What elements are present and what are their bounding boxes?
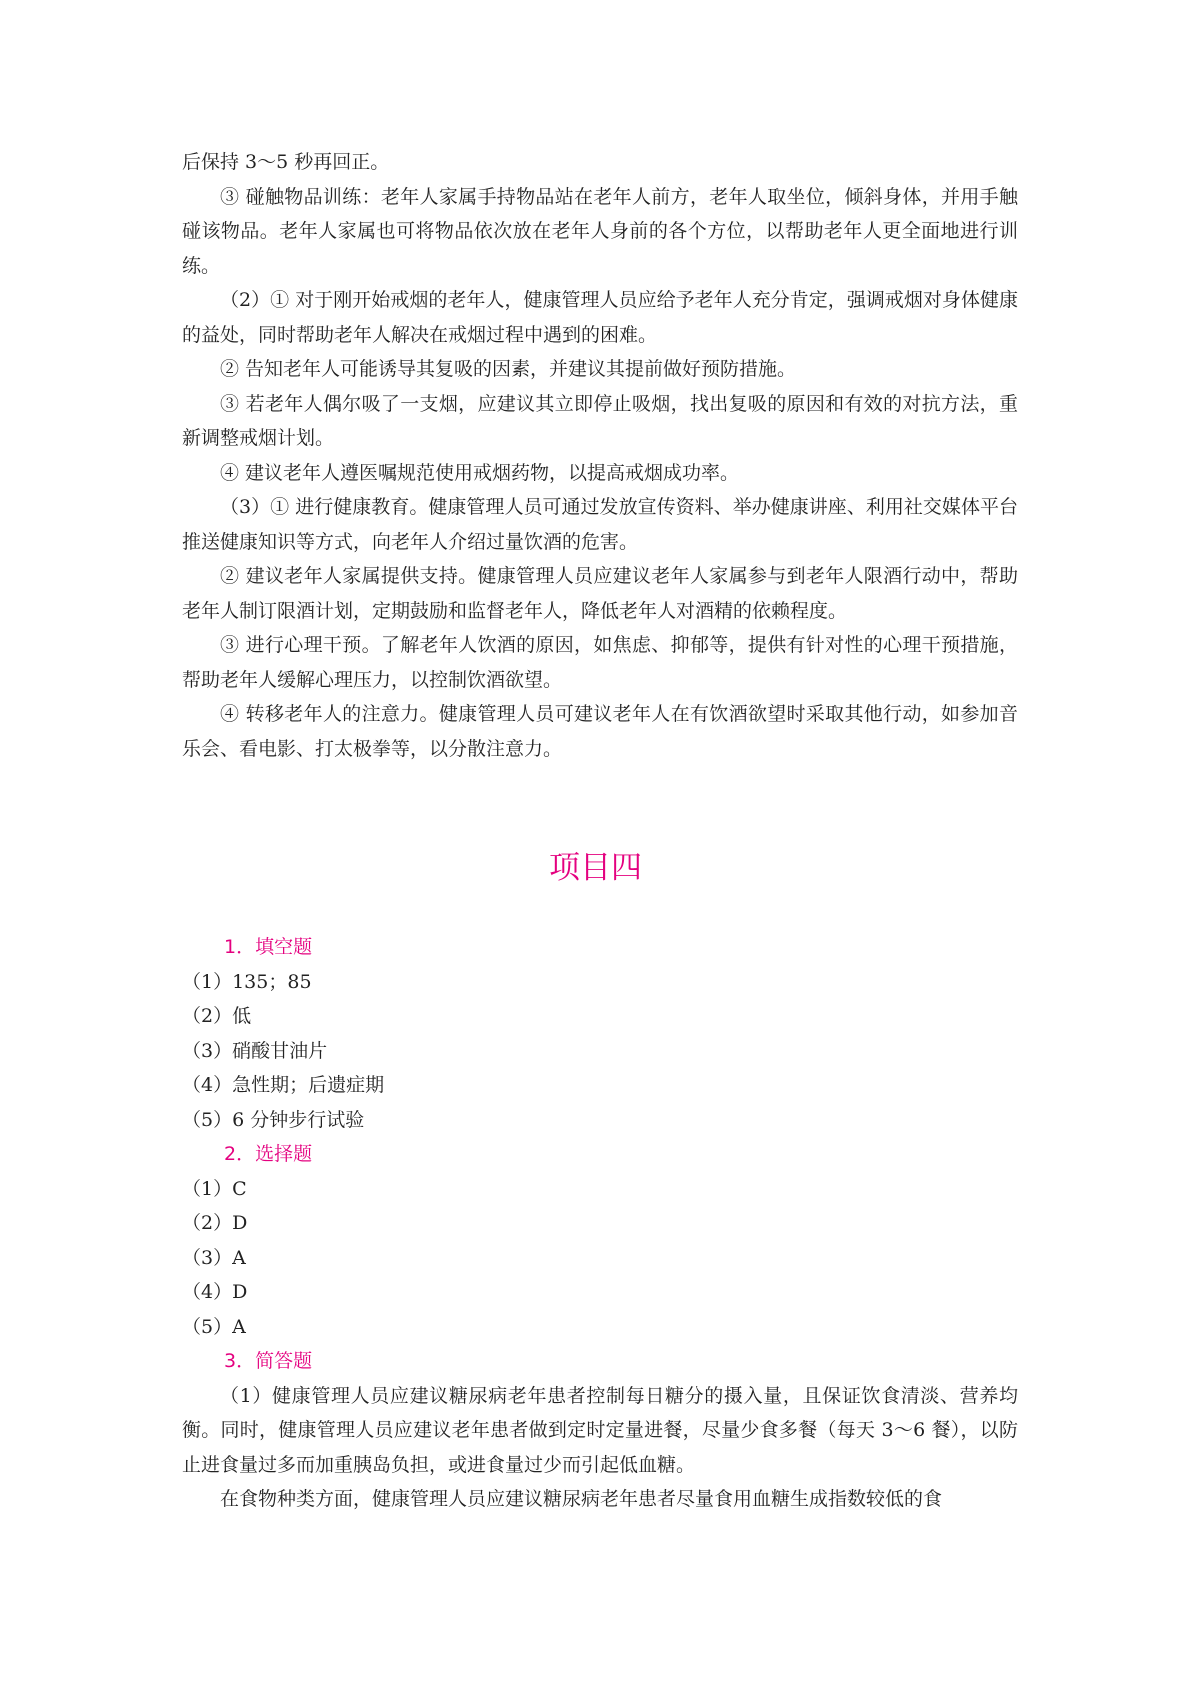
- paragraph: ④ 转移老年人的注意力。健康管理人员可建议老年人在有饮酒欲望时采取其他行动，如参加音乐会、看电影、打太极拳等，以分散注意力。: [182, 703, 1018, 760]
- answers-block: [182, 930, 1018, 1517]
- paragraph: （2）① 对于刚开始戒烟的老年人，健康管理人员应给予老年人充分肯定，强调戒烟对身体健康的益处，同时帮助老年人解决在戒烟过程中遇到的困难。: [182, 289, 1018, 346]
- paragraph: 后保持 3～5 秒再回正。: [182, 151, 390, 173]
- paragraph: ④ 建议老年人遵医嘱规范使用戒烟药物，以提高戒烟成功率。: [220, 461, 740, 484]
- answer-item: （5）A: [182, 1315, 246, 1338]
- answer-item: （5）6 分钟步行试验: [182, 1108, 365, 1131]
- paragraph: ③ 碰触物品训练：老年人家属手持物品站在老年人前方，老年人取坐位，倾斜身体，并用手触碰该物品。老年人家属也可将物品依次放在老年人身前的各个方位，以帮助老年人更全面地进行训练。: [182, 185, 1018, 277]
- paragraph: ② 告知老年人可能诱导其复吸的因素，并建议其提前做好预防措施。: [220, 358, 797, 380]
- paragraph: ③ 进行心理干预。了解老年人饮酒的原因，如焦虑、抑郁等，提供有针对性的心理干预措施，帮助老年人缓解心理压力，以控制饮酒欲望。: [182, 634, 1018, 691]
- paragraph: （1）健康管理人员应建议糖尿病老年患者控制每日糖分的摄入量，且保证饮食清淡、营养均衡。同时，健康管理人员应建议老年患者做到定时定量进餐，尽量少食多餐（每天 3～6 餐），以防止进食量过多而加重胰岛负担，或进食量过少而引起低血糖。: [182, 1384, 1018, 1476]
- answer-item: （3）A: [182, 1246, 246, 1269]
- paragraph: （3）① 进行健康教育。健康管理人员可通过发放宣传资料、举办健康讲座、利用社交媒体平台推送健康知识等方式，向老年人介绍过量饮酒的危害。: [182, 496, 1018, 553]
- answer-item: （4）急性期；后遗症期: [182, 1074, 385, 1096]
- section-title: 项目四: [549, 850, 642, 886]
- answer-item: （1）135；85: [182, 970, 312, 993]
- answer-item: （4）D: [182, 1281, 248, 1303]
- choice-heading: 2．选择题: [224, 1143, 313, 1165]
- answer-item: （3）硝酸甘油片: [182, 1039, 328, 1062]
- answer-item: （1）C: [182, 1177, 247, 1200]
- paragraph: ② 建议老年人家属提供支持。健康管理人员应建议老年人家属参与到老年人限酒行动中，帮助老年人制订限酒计划，定期鼓励和监督老年人，降低老年人对酒精的依赖程度。: [182, 565, 1018, 622]
- fill-blank-heading: 1．填空题: [224, 936, 313, 958]
- short-answer-heading: 3．简答题: [224, 1350, 313, 1372]
- paragraph: 在食物种类方面，健康管理人员应建议糖尿病老年患者尽量食用血糖生成指数较低的食: [220, 1488, 943, 1510]
- answer-item: （2）D: [182, 1212, 248, 1234]
- paragraph: ③ 若老年人偶尔吸了一支烟，应建议其立即停止吸烟，找出复吸的原因和有效的对抗方法，重新调整戒烟计划。: [182, 392, 1018, 449]
- answer-item: （2）低: [182, 1005, 252, 1027]
- previous-section-answers: [182, 145, 1018, 766]
